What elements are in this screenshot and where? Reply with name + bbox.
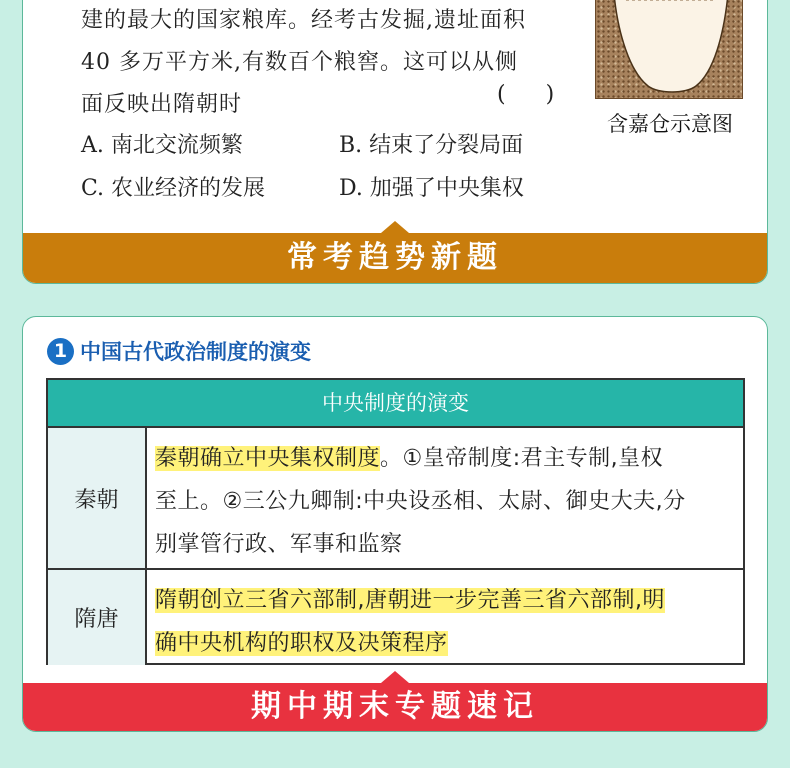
row-label-qin: 秦朝 bbox=[48, 428, 147, 568]
row-content-qin bbox=[147, 428, 743, 568]
row-label-suitang: 隋唐 bbox=[48, 570, 147, 665]
question-line-3: 面反映出隋朝时 bbox=[81, 92, 243, 117]
section-number-badge: 1 bbox=[47, 338, 74, 365]
row-text: 别掌管行政、军事和监察 bbox=[155, 532, 403, 557]
option-a[interactable]: A. 南北交流频繁 bbox=[81, 133, 243, 158]
question-card bbox=[22, 0, 768, 284]
answer-paren-close: ) bbox=[545, 82, 555, 107]
question-line-1: 建的最大的国家粮库。经考古发掘,遗址面积 bbox=[81, 8, 526, 33]
row-text: 至上。②三公九卿制:中央设丞相、太尉、御史大夫,分 bbox=[155, 489, 686, 514]
answer-paren-open: ( bbox=[497, 82, 506, 107]
figure-caption: 含嘉仓示意图 bbox=[607, 112, 733, 136]
table-header: 中央制度的演变 bbox=[48, 380, 743, 428]
option-d[interactable]: D. 加强了中央集权 bbox=[339, 176, 524, 201]
highlighted-text: 隋朝创立三省六部制,唐朝进一步完善三省六部制,明 bbox=[155, 588, 665, 613]
table-row bbox=[48, 570, 743, 665]
granary-pit-illustration bbox=[595, 0, 743, 99]
row-content-suitang bbox=[147, 570, 743, 665]
row-text: 。①皇帝制度:君主专制,皇权 bbox=[380, 446, 664, 471]
table-row bbox=[48, 428, 743, 570]
review-banner-label: 期中期末专题速记 bbox=[251, 689, 539, 724]
banner-notch bbox=[381, 671, 409, 683]
trend-banner bbox=[23, 233, 767, 283]
section-heading bbox=[47, 336, 311, 364]
option-b[interactable]: B. 结束了分裂局面 bbox=[339, 133, 524, 158]
banner-notch bbox=[381, 221, 409, 233]
evolution-table bbox=[46, 378, 745, 665]
granary-figure bbox=[595, 0, 745, 138]
trend-banner-label: 常考趋势新题 bbox=[287, 240, 503, 275]
review-banner bbox=[23, 683, 767, 731]
summary-card bbox=[22, 316, 768, 732]
section-title: 中国古代政治制度的演变 bbox=[80, 340, 311, 364]
option-c[interactable]: C. 农业经济的发展 bbox=[81, 176, 266, 201]
highlighted-text: 确中央机构的职权及决策程序 bbox=[155, 631, 448, 656]
answer-blank[interactable] bbox=[497, 82, 554, 107]
highlighted-text: 秦朝确立中央集权制度 bbox=[155, 446, 381, 471]
question-line-2: 40 多万平方米,有数百个粮窖。这可以从侧 bbox=[81, 50, 518, 75]
